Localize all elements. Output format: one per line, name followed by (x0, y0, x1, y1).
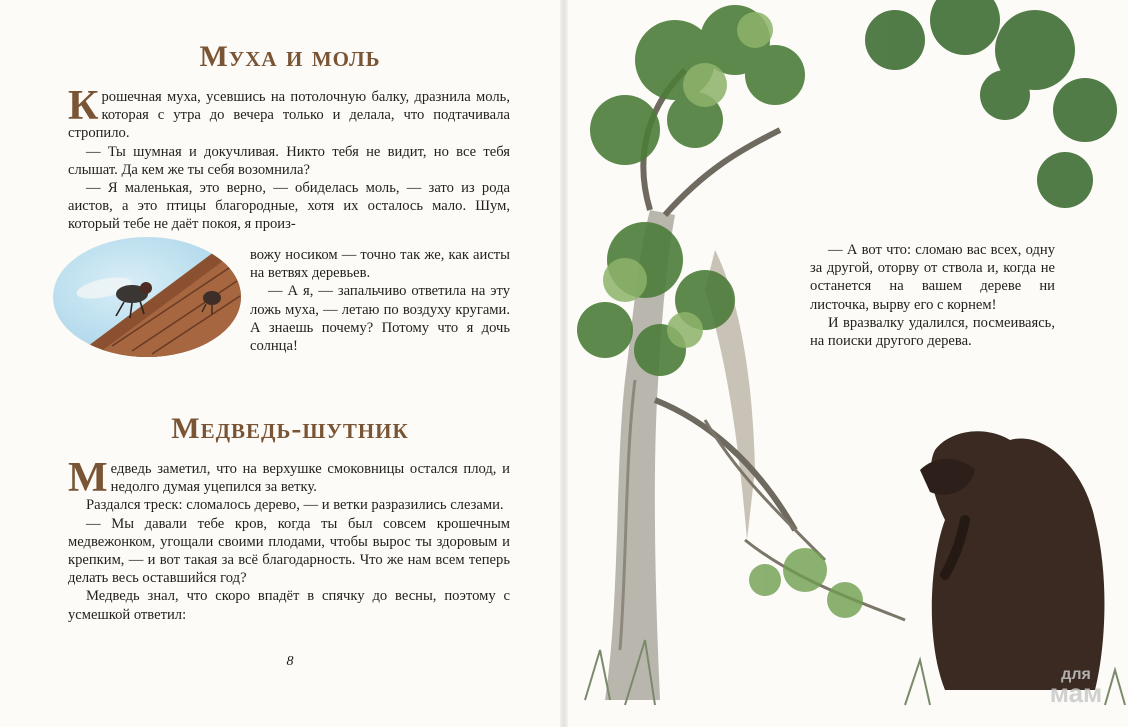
paragraph: И вразвалку удалился, посмеиваясь, на поиски другого дерева. (810, 314, 1055, 350)
drop-cap: М (68, 455, 108, 501)
paragraph: вожу носиком — точно так же, как аисты на ветвях деревьев. (250, 247, 510, 282)
story-bear-text-continued (810, 241, 1055, 350)
paragraph: — Ты шумная и докучливая. Никто тебя не видит, но все тебя слышат. Да кем же ты себя возомнила? (68, 143, 510, 178)
story-title-fly-and-moth: Муха и моль (199, 40, 381, 73)
story-bear-text (68, 455, 510, 624)
paragraph: — А я, — запальчиво ответила на эту ложь муха, — летаю по воздуху кругами. А знаешь почему? Потому что я дочь солнца! (250, 283, 510, 355)
paragraph (68, 83, 510, 143)
paragraph: Раздался треск: сломалось дерево, — и ветки разразились слезами. (86, 497, 504, 514)
watermark-bottom: мам (1049, 678, 1103, 708)
drop-cap: К (68, 83, 99, 129)
watermark-top: для (1061, 666, 1091, 683)
paragraph: — Я маленькая, это верно, — обиделась моль, — зато из рода аистов, а это птицы благородные, хотя их осталось мало. Шум, который тебе не даёт покоя, я произ- (68, 180, 510, 233)
story-title-joker-bear: Медведь-шутник (171, 412, 409, 445)
paragraph-text: рошечная муха, усевшись на потолочную балку, дразнила моль, которая с утра до вечера только и делала, что подтачивала стропило. (68, 89, 510, 142)
paragraph: Медведь знал, что скоро впадёт в спячку до весны, поэтому с усмешкой ответил: (68, 588, 510, 623)
story-fly-moth-text-continued (250, 246, 510, 355)
paragraph-text: едведь заметил, что на верхушке смоковницы остался плод, и недолго думая уцепился за ветку. (110, 461, 510, 496)
paragraph (68, 455, 510, 501)
fly-on-beam-illustration (52, 236, 242, 358)
paragraph: — Мы давали тебе кров, когда ты был совсем крошечным медвежонком, угощали своими плодами, чтобы вырос ты здоровым и крепким, — и вот такая за всё благодарность. Что же нам всем теперь делать весь оставшийся год? (68, 515, 510, 587)
page-number: 8 (286, 654, 294, 669)
watermark-logo (1036, 666, 1116, 708)
story-fly-moth-text (68, 83, 510, 234)
paragraph: — А вот что: сломаю вас всех, одну за другой, оторву от ствола и, когда не останется на вашем дереве ни листочка, вырву его с корнем! (810, 242, 1055, 313)
tree-and-bear-illustration (565, 0, 1128, 727)
